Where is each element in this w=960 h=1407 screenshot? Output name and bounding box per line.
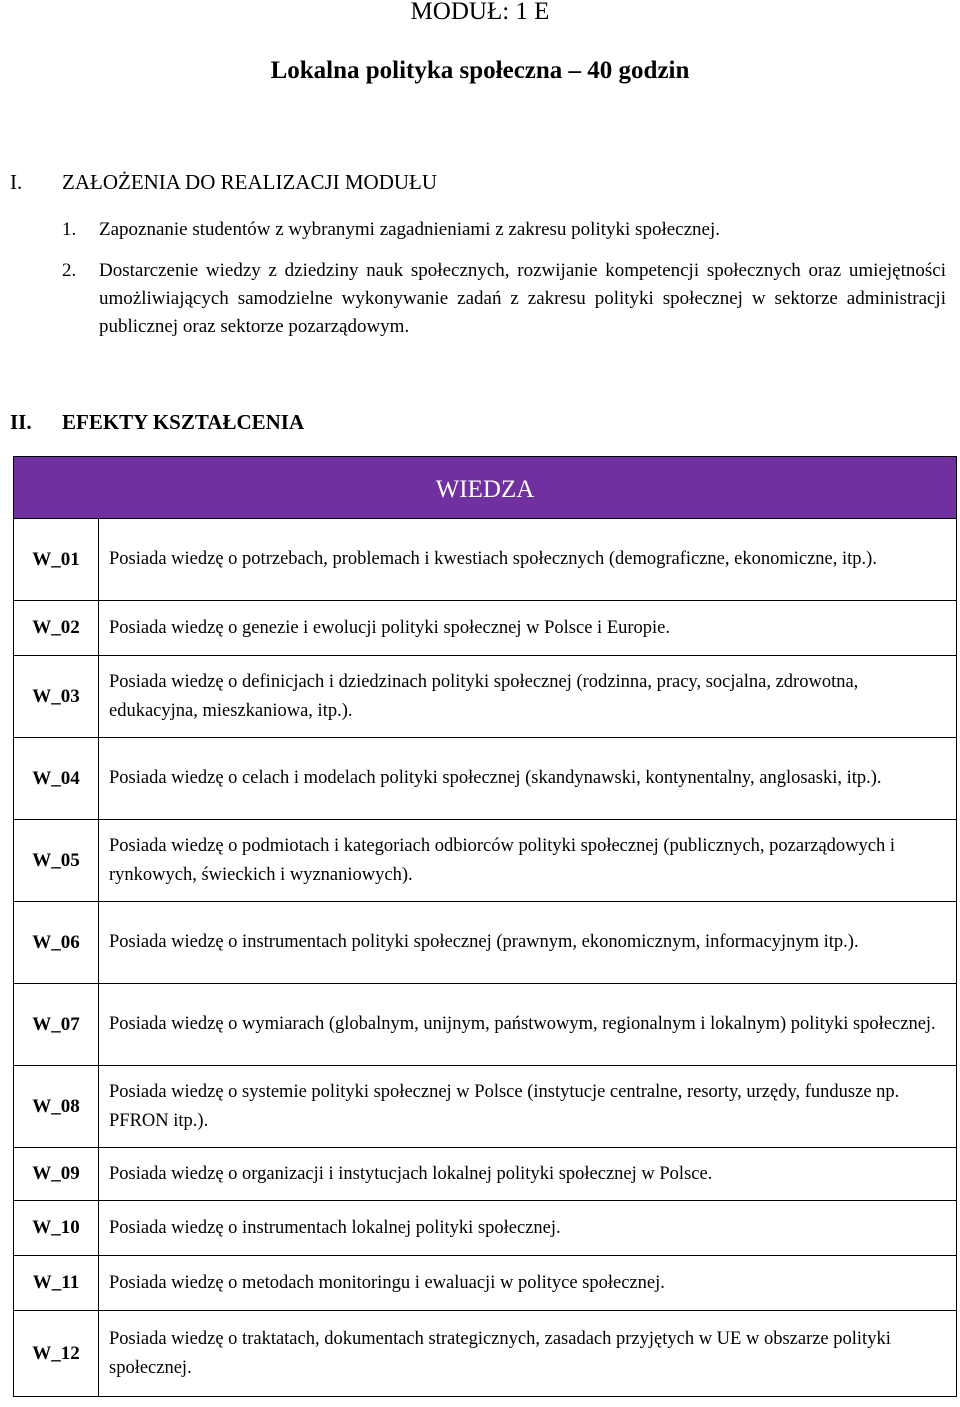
outcome-code: W_01 bbox=[14, 519, 99, 601]
assumption-list-item bbox=[62, 216, 946, 244]
outcome-description: Posiada wiedzę o instrumentach polityki społecznej (prawnym, ekonomicznym, informacyjnym itp.). bbox=[99, 902, 957, 984]
knowledge-band-header: WIEDZA bbox=[14, 457, 957, 519]
outcome-code: W_10 bbox=[14, 1201, 99, 1256]
section-title: EFEKTY KSZTAŁCENIA bbox=[62, 410, 305, 434]
outcome-description: Posiada wiedzę o instrumentach lokalnej polityki społecznej. bbox=[99, 1201, 957, 1256]
table-row bbox=[14, 738, 957, 820]
outcome-description: Posiada wiedzę o genezie i ewolucji polityki społecznej w Polsce i Europie. bbox=[99, 601, 957, 656]
outcome-code: W_09 bbox=[14, 1148, 99, 1201]
table-row bbox=[14, 984, 957, 1066]
list-text: Dostarczenie wiedzy z dziedziny nauk społecznych, rozwijanie kompetencji społecznych oraz umiejętności umożliwiających samodzielne wykonywanie zadań z zakresu polityki społecznej w sektorze administracji publicznej oraz sektorze pozarządowym. bbox=[99, 260, 946, 337]
table-row bbox=[14, 820, 957, 902]
page-title: Lokalna polityka społeczna – 40 godzin bbox=[270, 57, 690, 84]
section-number: I. bbox=[10, 170, 23, 194]
list-number: 2. bbox=[62, 260, 77, 281]
outcome-description: Posiada wiedzę o celach i modelach polityki społecznej (skandynawski, kontynentalny, anglosaski, itp.). bbox=[99, 738, 957, 820]
outcome-description: Posiada wiedzę o organizacji i instytucjach lokalnej polityki społecznej w Polsce. bbox=[99, 1148, 957, 1201]
learning-outcomes-table bbox=[13, 456, 957, 1397]
assumption-list-item bbox=[62, 257, 946, 341]
table-row bbox=[14, 601, 957, 656]
outcome-description: Posiada wiedzę o potrzebach, problemach i kwestiach społecznych (demograficzne, ekonomiczne, itp.). bbox=[99, 519, 957, 601]
table-row bbox=[14, 519, 957, 601]
section-title: ZAŁOŻENIA DO REALIZACJI MODUŁU bbox=[62, 170, 438, 194]
outcome-code: W_05 bbox=[14, 820, 99, 902]
section-heading-learning-outcomes bbox=[10, 408, 304, 436]
table-row bbox=[14, 1201, 957, 1256]
outcome-description: Posiada wiedzę o systemie polityki społecznej w Polsce (instytucje centralne, resorty, urzędy, fundusze np. PFRON itp.). bbox=[99, 1066, 957, 1148]
table-row bbox=[14, 1311, 957, 1397]
outcome-code: W_03 bbox=[14, 656, 99, 738]
table-row bbox=[14, 1066, 957, 1148]
outcome-description: Posiada wiedzę o definicjach i dziedzinach polityki społecznej (rodzinna, pracy, socjalna, zdrowotna, edukacyjna, mieszkaniowa, itp.). bbox=[99, 656, 957, 738]
module-label: MODUŁ: 1 E bbox=[410, 0, 550, 25]
list-number: 1. bbox=[62, 219, 77, 240]
outcome-code: W_11 bbox=[14, 1256, 99, 1311]
table-row bbox=[14, 1256, 957, 1311]
outcome-code: W_06 bbox=[14, 902, 99, 984]
list-text: Zapoznanie studentów z wybranymi zagadnieniami z zakresu polityki społecznej. bbox=[99, 219, 720, 240]
outcome-code: W_07 bbox=[14, 984, 99, 1066]
outcome-code: W_02 bbox=[14, 601, 99, 656]
outcome-description: Posiada wiedzę o podmiotach i kategoriach odbiorców polityki społecznej (publicznych, pozarządowych i rynkowych, świeckich i wyznaniowych). bbox=[99, 820, 957, 902]
table-row bbox=[14, 902, 957, 984]
table-row bbox=[14, 1148, 957, 1201]
outcome-description: Posiada wiedzę o wymiarach (globalnym, unijnym, państwowym, regionalnym i lokalnym) polityki społecznej. bbox=[99, 984, 957, 1066]
outcome-description: Posiada wiedzę o traktatach, dokumentach strategicznych, zasadach przyjętych w UE w obszarze polityki społecznej. bbox=[99, 1311, 957, 1397]
section-heading-assumptions bbox=[10, 168, 437, 196]
outcome-code: W_12 bbox=[14, 1311, 99, 1397]
table-row bbox=[14, 656, 957, 738]
section-number: II. bbox=[10, 410, 32, 434]
outcome-code: W_04 bbox=[14, 738, 99, 820]
outcome-code: W_08 bbox=[14, 1066, 99, 1148]
outcome-description: Posiada wiedzę o metodach monitoringu i ewaluacji w polityce społecznej. bbox=[99, 1256, 957, 1311]
